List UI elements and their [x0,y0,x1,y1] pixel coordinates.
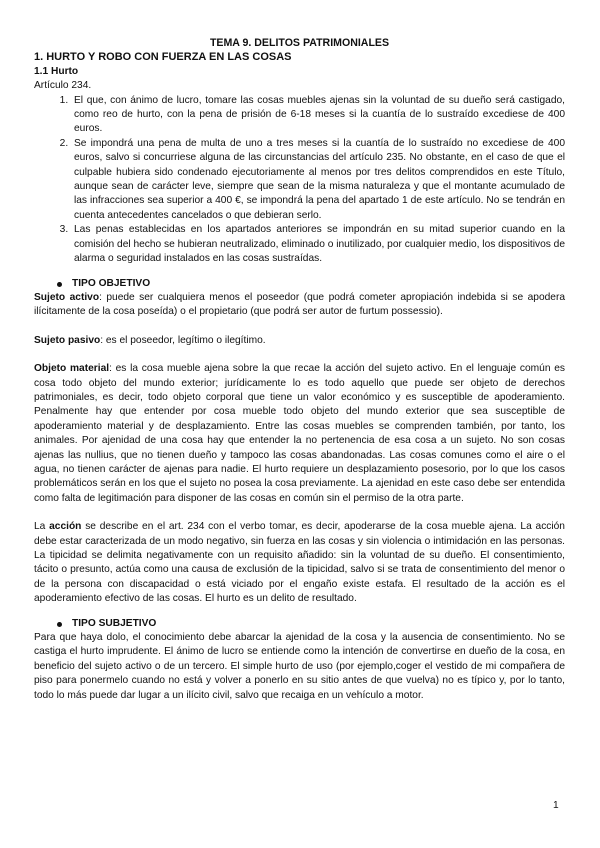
sujeto-activo-term: Sujeto activo [34,291,100,303]
accion-term: acción [49,521,82,533]
accion-paragraph [34,520,565,606]
tipo-subjetivo-heading [34,617,565,631]
accion-text: se describe en el art. 234 con el verbo tomar, es decir, apoderarse de la cosa mueble ajena. La acción debe estar caracterizada de un modo negativo, sin fuerza en las cosas y sin violencia o intimidación en las personas. La tipicidad se delimita negativamente con un requisito añadido: sin la voluntad de su dueño. El consentimiento, tácito o presunto, actúa como una causa de exclusión de la tipicidad, salvo si se trata de consentimiento del menor o de la persona con discapacidad o está viciado por el engaño existe estafa. El resultado de la acción es el apoderamiento efectivo de las cosas. El hurto es un delito de resultado. [34,521,565,605]
objeto-material-paragraph [34,362,565,506]
tipo-objetivo-label: TIPO OBJETIVO [72,277,151,289]
tipo-objetivo-heading [34,277,565,291]
subsection-heading: 1.1 Hurto [34,65,79,77]
tipo-subjetivo-paragraph: Para que haya dolo, el conocimiento debe abarcar la ajenidad de la cosa y la ausencia de consentimiento. No se castiga el hurto imprudente. El ánimo de lucro se entiende como la intención de convertirse en dueño de la cosa, en beneficio del sujeto activo o de un tercero. El simple hurto de uso (por ejemplo,coger el vestido de mi compañera de piso para ponermelo cuando no está y volver a ponerlo en su sitio antes de que vuelva) no es típico y, por lo tanto, todo lo más puede dar lugar a un ilícito civil, salvo que recaiga en un vehículo a motor. [34,632,565,701]
list-item: 2. Se impondrá una pena de multa de uno a tres meses si la cuantía de lo sustraído no excediese de 400 euros, salvo si concurriese alguna de las circunstancias del artículo 235. No obstante, en el caso de que el culpable hubiera sido condenado ejecutoriamente al menos por tres delitos comprendidos en este Título, aunque sean de carácter leve, siempre que sean de la misma naturaleza y que el montante acumulado de las infracciones sea superior a 400 €, se impondrá la pena del apartado 1 de este artículo. No se tendrán en cuenta antecedentes cancelados o que debieran serlo. [71,137,565,223]
sujeto-pasivo-paragraph [34,334,565,348]
sujeto-pasivo-text: : es el poseedor, legítimo o ilegítimo. [100,334,266,346]
sujeto-pasivo-term: Sujeto pasivo [34,334,101,346]
article-label: Artículo 234. [34,80,92,92]
list-item: 1. El que, con ánimo de lucro, tomare las cosas muebles ajenas sin la voluntad de su dueño será castigado, como reo de hurto, con la pena de prisión de 6-18 meses si la cuantía de lo sustraído excediese de 400 euros. [71,94,565,137]
document-body [34,36,565,703]
document-title: TEMA 9. DELITOS PATRIMONIALES [209,37,390,49]
page-number: 1 [553,800,559,811]
bullet-icon [57,622,62,627]
objeto-material-term: Objeto material [34,363,110,375]
bullet-icon [57,282,62,287]
sujeto-activo-paragraph [34,291,565,320]
objeto-material-text: : es la cosa mueble ajena sobre la que recae la acción del sujeto activo. En el lenguaje común es cosa todo objeto del mundo exterior; jurídicamente lo es todo aquello que puede ser objeto de derechos patrimoniales, es decir, todo objeto corporal que tiene un valor económico y es susceptible de apoderamiento. Penalmente hay que entender por cosa mueble todo objeto del mundo exterior que sea susceptible de apoderamiento material y de desplazamiento. Entre las cosas muebles se comprenden también, por tanto, los animales. Por ajenidad de una cosa hay que entender la no pertenencia de esa cosa a un sujeto. No son cosas ajenas las nullius, que no tienen dueño y tampoco las cosas abandonadas. Las cosas comunes como el aire o el agua, no tienen carácter de ajenas para nadie. El hurto requiere un desplazamiento posesorio, por lo que los casos problemáticos serán en los que el sujeto no posea la cosa previamente. La ajenidad en este caso debe ser entendida como falta de legitimación para disponer de las cosas en común sin el permiso de la otra parte. [34,363,565,504]
tipo-subjetivo-label: TIPO SUBJETIVO [72,617,157,629]
accion-prefix: La [34,521,50,533]
article-list [34,94,565,267]
list-item: 3. Las penas establecidas en los apartados anteriores se impondrán en su mitad superior cuando en la comisión del hecho se hubieran neutralizado, eliminado o inutilizado, por cualquier medio, los dispositivos de alarma o seguridad instalados en las cosas sustraídas. [71,223,565,266]
sujeto-activo-text: : puede ser cualquiera menos el poseedor (que podrá cometer apropiación indebida si se apodera ilícitamente de la cosa poseída) o el propietario (que podrá ser autor de furtum possessio). [34,291,565,318]
section-heading: 1. HURTO Y ROBO CON FUERZA EN LAS COSAS [34,51,292,64]
